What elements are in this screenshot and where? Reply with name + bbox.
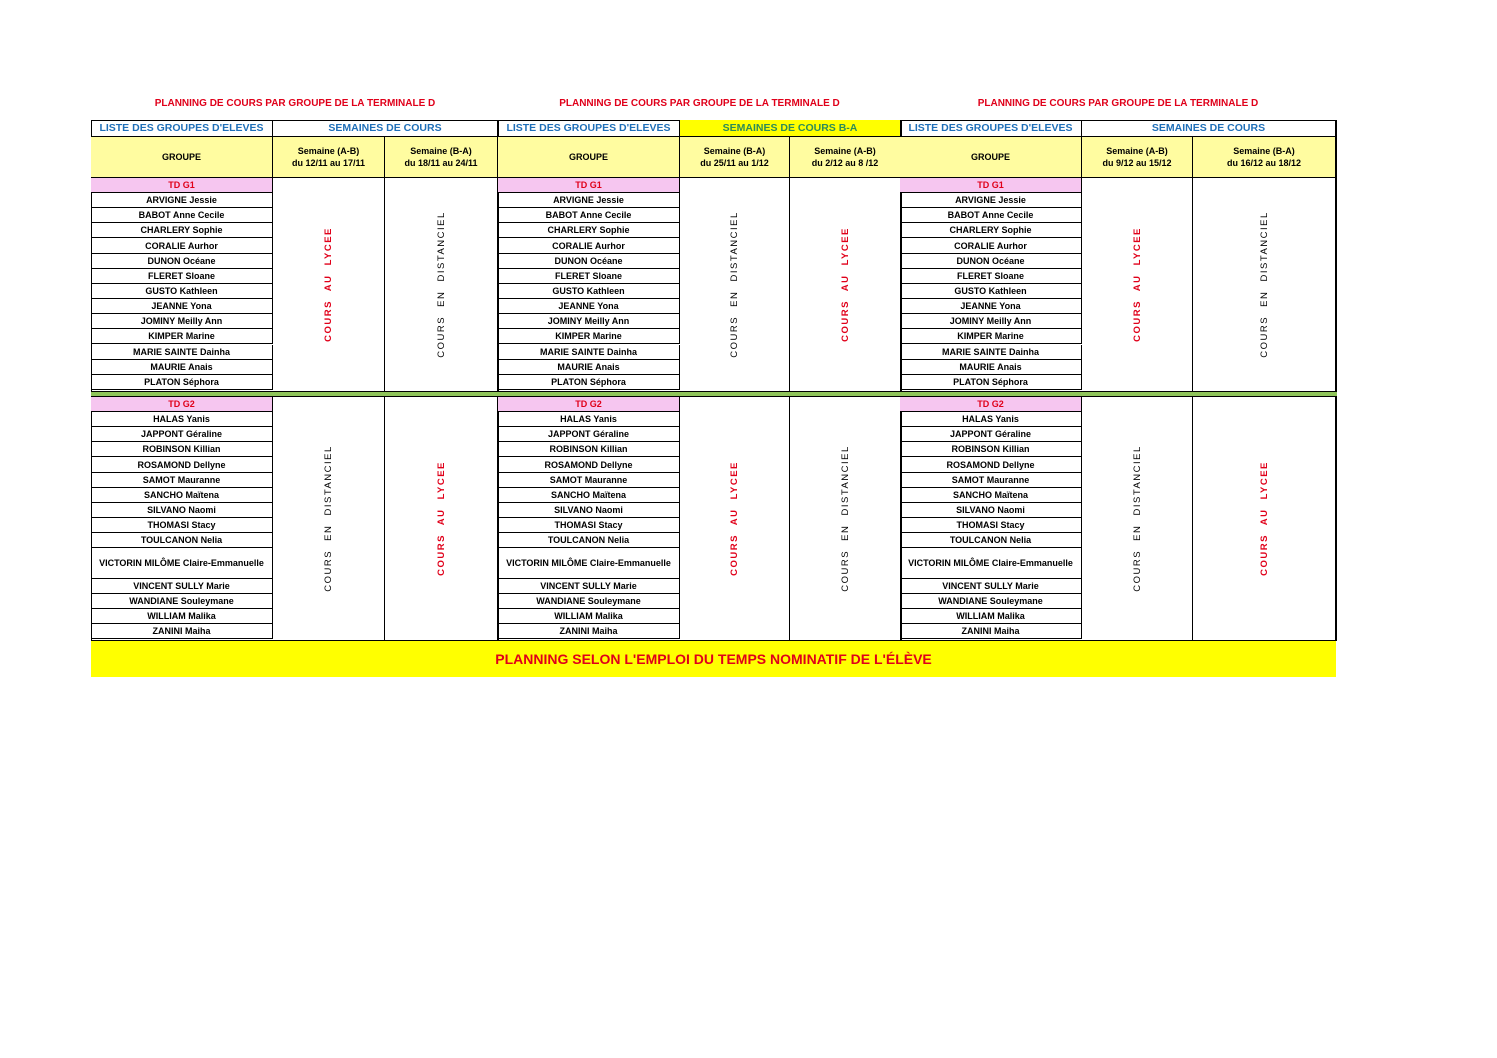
student-name: SANCHO Maïtena	[498, 488, 680, 503]
student-name: MAURIE Anais	[498, 360, 680, 375]
week1-mode-group1	[273, 178, 385, 391]
student-name: ZANINI Maiha	[900, 624, 1082, 639]
student-name: JAPPONT Géraline	[498, 427, 680, 442]
student-name: PLATON Séphora	[900, 375, 1082, 390]
student-name: WILLIAM Malika	[900, 609, 1082, 624]
course-mode-label: COURS AU LYCEE	[323, 227, 335, 342]
student-name: ARVIGNE Jessie	[498, 193, 680, 208]
student-name: ZANINI Maiha	[91, 624, 273, 639]
course-mode-label: COURS AU LYCEE	[839, 227, 851, 342]
student-name: TOULCANON Nelia	[91, 533, 273, 548]
student-name: SILVANO Naomi	[91, 503, 273, 518]
week2-label: Semaine (B-A)	[1233, 146, 1295, 156]
student-name: WANDIANE Souleymane	[91, 594, 273, 609]
student-name: KIMPER Marine	[498, 329, 680, 344]
weeks-header: SEMAINES DE COURS	[1082, 120, 1336, 137]
week1-mode-group1	[1082, 178, 1193, 391]
course-mode-label: COURS AU LYCEE	[729, 461, 741, 576]
group-separator	[91, 391, 499, 397]
list-groups-header: LISTE DES GROUPES D'ELEVES	[900, 120, 1082, 137]
group-separator	[498, 391, 902, 397]
week1-dates: du 25/11 au 1/12	[700, 158, 769, 168]
course-mode-label: COURS AU LYCEE	[435, 461, 447, 576]
student-name: JOMINY Meilly Ann	[498, 314, 680, 329]
week1-label: Semaine (A-B)	[1106, 146, 1168, 156]
student-name: MAURIE Anais	[900, 360, 1082, 375]
list-groups-header: LISTE DES GROUPES D'ELEVES	[91, 120, 273, 137]
group-column-header: GROUPE	[900, 137, 1082, 178]
student-name: WILLIAM Malika	[498, 609, 680, 624]
student-name: ROSAMOND Dellyne	[498, 457, 680, 472]
student-name: DUNON Océane	[498, 254, 680, 269]
student-name: KIMPER Marine	[900, 329, 1082, 344]
student-name: ROSAMOND Dellyne	[900, 457, 1082, 472]
course-mode-label: COURS EN DISTANCIEL	[1258, 211, 1270, 358]
student-name: MAURIE Anais	[91, 360, 273, 375]
student-name: MARIE SAINTE Dainha	[498, 345, 680, 360]
student-name: ARVIGNE Jessie	[900, 193, 1082, 208]
student-name: SAMOT Mauranne	[900, 473, 1082, 488]
week1-header	[273, 137, 385, 178]
group-label-group1: TD G1	[498, 178, 680, 193]
group-separator	[900, 391, 1337, 397]
student-name: DUNON Océane	[900, 254, 1082, 269]
student-name: BABOT Anne Cecile	[498, 208, 680, 223]
student-name: KIMPER Marine	[91, 329, 273, 344]
student-name: PLATON Séphora	[91, 375, 273, 390]
week2-mode-group1	[790, 178, 901, 391]
student-name: JAPPONT Géraline	[900, 427, 1082, 442]
week1-header	[680, 137, 790, 178]
student-name: SANCHO Maïtena	[91, 488, 273, 503]
student-name: BABOT Anne Cecile	[900, 208, 1082, 223]
panel-title-2: PLANNING DE COURS PAR GROUPE DE LA TERMINALE D	[559, 98, 840, 109]
student-name: CHARLERY Sophie	[900, 223, 1082, 238]
student-name: GUSTO Kathleen	[498, 284, 680, 299]
student-name: JEANNE Yona	[900, 299, 1082, 314]
week1-mode-group1	[680, 178, 790, 391]
week1-dates: du 12/11 au 17/11	[291, 158, 366, 168]
student-name: ARVIGNE Jessie	[91, 193, 273, 208]
week1-label: Semaine (A-B)	[297, 146, 360, 156]
student-name: HALAS Yanis	[498, 412, 680, 427]
student-name: ROBINSON Killian	[900, 442, 1082, 457]
week1-mode-group2	[680, 397, 790, 640]
student-name: GUSTO Kathleen	[91, 284, 273, 299]
footer-banner: PLANNING SELON L'EMPLOI DU TEMPS NOMINATIF DE L'ÉLÈVE	[91, 641, 1336, 677]
student-name: JAPPONT Géraline	[91, 427, 273, 442]
group-column-header: GROUPE	[498, 137, 680, 178]
student-name: WANDIANE Souleymane	[900, 594, 1082, 609]
week2-mode-group1	[385, 178, 498, 391]
course-mode-label: COURS EN DISTANCIEL	[323, 445, 335, 592]
student-name: ZANINI Maiha	[498, 624, 680, 639]
week2-dates: du 16/12 au 18/12	[1226, 158, 1302, 168]
panel-title-3: PLANNING DE COURS PAR GROUPE DE LA TERMINALE D	[977, 98, 1259, 109]
student-name: CORALIE Aurhor	[498, 238, 680, 253]
student-name: VINCENT SULLY Marie	[91, 579, 273, 594]
week2-mode-group2	[790, 397, 901, 640]
group-label-group2: TD G2	[900, 397, 1082, 412]
student-name: VINCENT SULLY Marie	[498, 579, 680, 594]
student-name: JEANNE Yona	[498, 299, 680, 314]
student-name: VICTORIN MILÔME Claire-Emmanuelle	[91, 548, 273, 578]
student-name: HALAS Yanis	[900, 412, 1082, 427]
course-mode-label: COURS AU LYCEE	[1131, 227, 1143, 342]
student-name: TOULCANON Nelia	[498, 533, 680, 548]
week2-mode-group1	[1193, 178, 1336, 391]
weeks-header: SEMAINES DE COURS B-A	[680, 120, 901, 137]
student-name: SAMOT Mauranne	[91, 473, 273, 488]
student-name: WILLIAM Malika	[91, 609, 273, 624]
group-label-group1: TD G1	[91, 178, 273, 193]
week2-header	[1193, 137, 1336, 178]
week2-dates: du 2/12 au 8 /12	[811, 158, 879, 168]
student-name: VICTORIN MILÔME Claire-Emmanuelle	[900, 548, 1082, 578]
course-mode-label: COURS EN DISTANCIEL	[435, 211, 447, 358]
student-name: MARIE SAINTE Dainha	[91, 345, 273, 360]
student-name: TOULCANON Nelia	[900, 533, 1082, 548]
student-name: FLERET Sloane	[498, 269, 680, 284]
student-name: ROBINSON Killian	[91, 442, 273, 457]
student-name: SILVANO Naomi	[900, 503, 1082, 518]
student-name: FLERET Sloane	[91, 269, 273, 284]
student-name: GUSTO Kathleen	[900, 284, 1082, 299]
course-mode-label: COURS AU LYCEE	[1258, 461, 1270, 576]
week2-mode-group2	[1193, 397, 1336, 640]
student-name: THOMASI Stacy	[91, 518, 273, 533]
student-name: HALAS Yanis	[91, 412, 273, 427]
student-name: SAMOT Mauranne	[498, 473, 680, 488]
student-name: CORALIE Aurhor	[91, 238, 273, 253]
student-name: VICTORIN MILÔME Claire-Emmanuelle	[498, 548, 680, 578]
course-mode-label: COURS EN DISTANCIEL	[1131, 445, 1143, 592]
week2-label: Semaine (A-B)	[814, 146, 876, 156]
student-name: VINCENT SULLY Marie	[900, 579, 1082, 594]
student-name: THOMASI Stacy	[900, 518, 1082, 533]
group-label-group2: TD G2	[498, 397, 680, 412]
group-label-group2: TD G2	[91, 397, 273, 412]
week1-label: Semaine (B-A)	[703, 146, 766, 156]
student-name: DUNON Océane	[91, 254, 273, 269]
week2-label: Semaine (B-A)	[410, 146, 472, 156]
panel-title-1: PLANNING DE COURS PAR GROUPE DE LA TERMINALE D	[154, 98, 436, 109]
week1-mode-group2	[1082, 397, 1193, 640]
student-name: SILVANO Naomi	[498, 503, 680, 518]
student-name: JOMINY Meilly Ann	[91, 314, 273, 329]
student-name: ROSAMOND Dellyne	[91, 457, 273, 472]
student-name: JEANNE Yona	[91, 299, 273, 314]
student-name: BABOT Anne Cecile	[91, 208, 273, 223]
group-column-header: GROUPE	[91, 137, 273, 178]
week1-mode-group2	[273, 397, 385, 640]
week1-header	[1082, 137, 1193, 178]
week2-dates: du 18/11 au 24/11	[404, 158, 478, 168]
student-name: WANDIANE Souleymane	[498, 594, 680, 609]
week2-mode-group2	[385, 397, 498, 640]
student-name: SANCHO Maïtena	[900, 488, 1082, 503]
student-name: CORALIE Aurhor	[900, 238, 1082, 253]
weeks-header: SEMAINES DE COURS	[273, 120, 498, 137]
week2-header	[790, 137, 901, 178]
student-name: MARIE SAINTE Dainha	[900, 345, 1082, 360]
student-name: CHARLERY Sophie	[91, 223, 273, 238]
group-label-group1: TD G1	[900, 178, 1082, 193]
student-name: CHARLERY Sophie	[498, 223, 680, 238]
student-name: JOMINY Meilly Ann	[900, 314, 1082, 329]
student-name: ROBINSON Killian	[498, 442, 680, 457]
week1-dates: du 9/12 au 15/12	[1102, 158, 1172, 168]
list-groups-header: LISTE DES GROUPES D'ELEVES	[498, 120, 680, 137]
student-name: FLERET Sloane	[900, 269, 1082, 284]
student-name: PLATON Séphora	[498, 375, 680, 390]
course-mode-label: COURS EN DISTANCIEL	[839, 445, 851, 592]
course-mode-label: COURS EN DISTANCIEL	[729, 211, 741, 358]
student-name: THOMASI Stacy	[498, 518, 680, 533]
week2-header	[385, 137, 498, 178]
